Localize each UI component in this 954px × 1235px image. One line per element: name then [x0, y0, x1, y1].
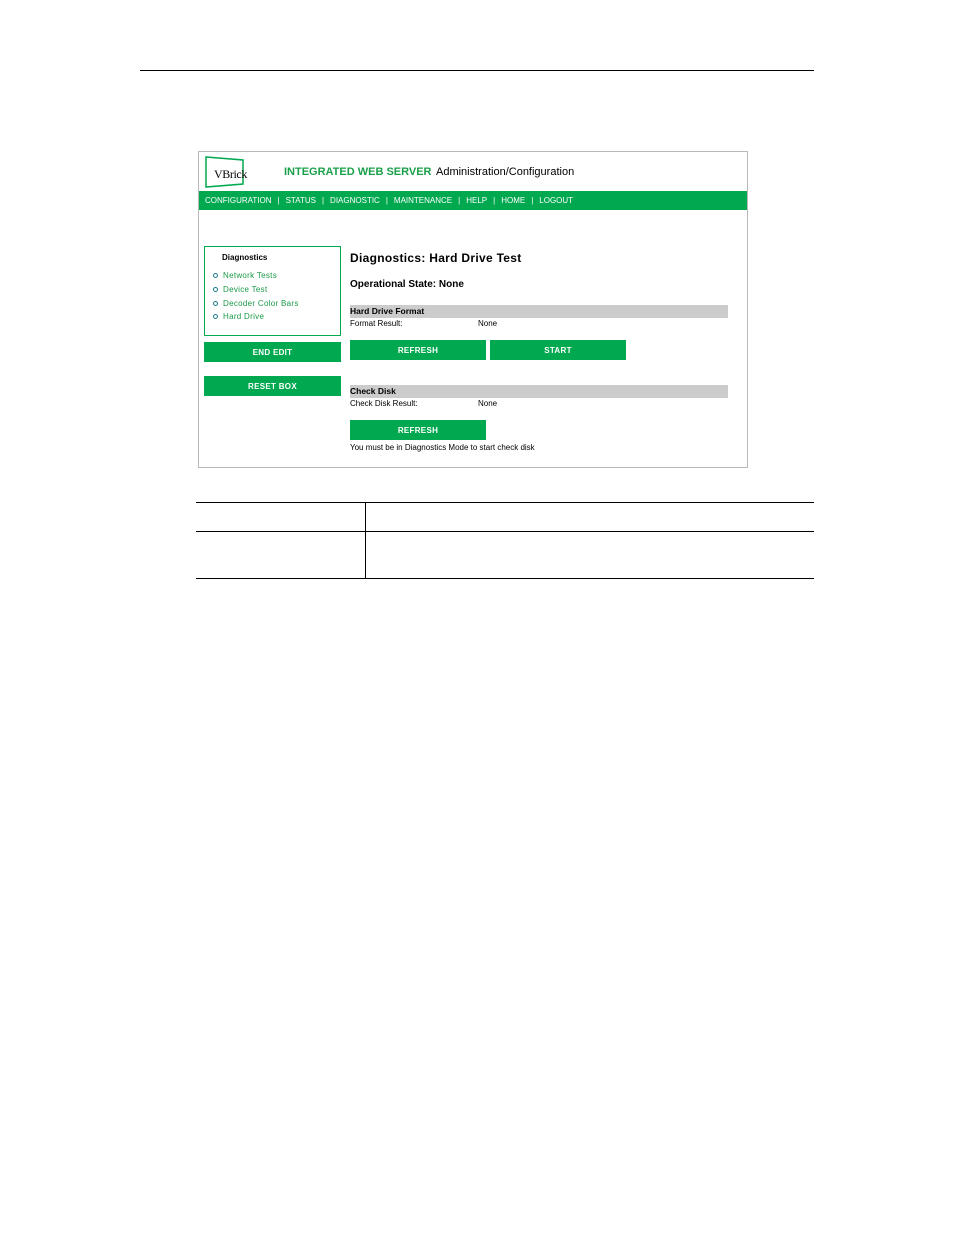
sidebar-item-hard-drive[interactable]	[213, 310, 299, 324]
check-disk-refresh-button[interactable]: REFRESH	[350, 420, 486, 440]
web-ui-screenshot	[198, 151, 748, 468]
bullet-icon	[213, 301, 218, 306]
nav-help[interactable]: HELP	[466, 196, 488, 205]
hard-drive-format-header: Hard Drive Format	[350, 305, 728, 318]
nav-separator: |	[531, 196, 534, 205]
check-disk-header: Check Disk	[350, 385, 728, 398]
check-disk-note: You must be in Diagnostics Mode to start check disk	[350, 443, 535, 452]
bullet-icon	[213, 314, 218, 319]
app-title: INTEGRATED WEB SERVER	[284, 166, 432, 178]
nav-separator: |	[385, 196, 388, 205]
nav-separator: |	[458, 196, 461, 205]
sidebar-item-device-test[interactable]	[213, 283, 299, 297]
page-title: Diagnostics: Hard Drive Test	[350, 251, 522, 265]
end-edit-button[interactable]: END EDIT	[204, 342, 341, 362]
top-nav	[199, 191, 747, 210]
table-column-divider	[365, 502, 366, 579]
bullet-icon	[213, 287, 218, 292]
nav-logout[interactable]: LOGOUT	[539, 196, 574, 205]
check-disk-result-label: Check Disk Result:	[350, 399, 418, 408]
nav-maintenance[interactable]: MAINTENANCE	[393, 196, 453, 205]
nav-separator: |	[493, 196, 496, 205]
app-header	[199, 152, 747, 190]
logo-text: VBrick	[214, 167, 247, 181]
diagnostics-menu	[204, 246, 341, 336]
table-bottom-rule	[196, 578, 814, 579]
nav-diagnostic[interactable]: DIAGNOSTIC	[330, 196, 380, 205]
format-result-label: Format Result:	[350, 319, 403, 328]
operational-state: Operational State: None	[350, 279, 464, 290]
reset-box-button[interactable]: RESET BOX	[204, 376, 341, 396]
nav-separator: |	[321, 196, 325, 205]
sidebar-item-label: Network Tests	[223, 271, 277, 281]
sidebar-item-label: Hard Drive	[223, 312, 265, 322]
sidebar-item-label: Device Test	[223, 285, 268, 295]
table-row-rule	[196, 531, 814, 532]
nav-status[interactable]: STATUS	[285, 196, 316, 205]
bullet-icon	[213, 273, 218, 278]
sidebar-item-network-tests[interactable]	[213, 269, 299, 283]
page-top-rule	[140, 70, 814, 71]
format-refresh-button[interactable]: REFRESH	[350, 340, 486, 360]
diagnostics-link-list	[213, 269, 299, 324]
format-start-button[interactable]: START	[490, 340, 626, 360]
nav-home[interactable]: HOME	[501, 196, 526, 205]
check-disk-result-value: None	[478, 399, 498, 408]
nav-configuration[interactable]: CONFIGURATION	[205, 196, 272, 205]
app-subtitle: Administration/Configuration	[436, 166, 575, 178]
nav-separator: |	[277, 196, 280, 205]
format-result-value: None	[478, 319, 498, 328]
table-top-rule	[196, 502, 814, 503]
sidebar-item-decoder-color-bars[interactable]	[213, 296, 299, 310]
vbrick-logo	[205, 156, 245, 188]
sidebar-item-label: Decoder Color Bars	[223, 298, 299, 308]
diagnostics-menu-title: Diagnostics	[222, 253, 268, 262]
